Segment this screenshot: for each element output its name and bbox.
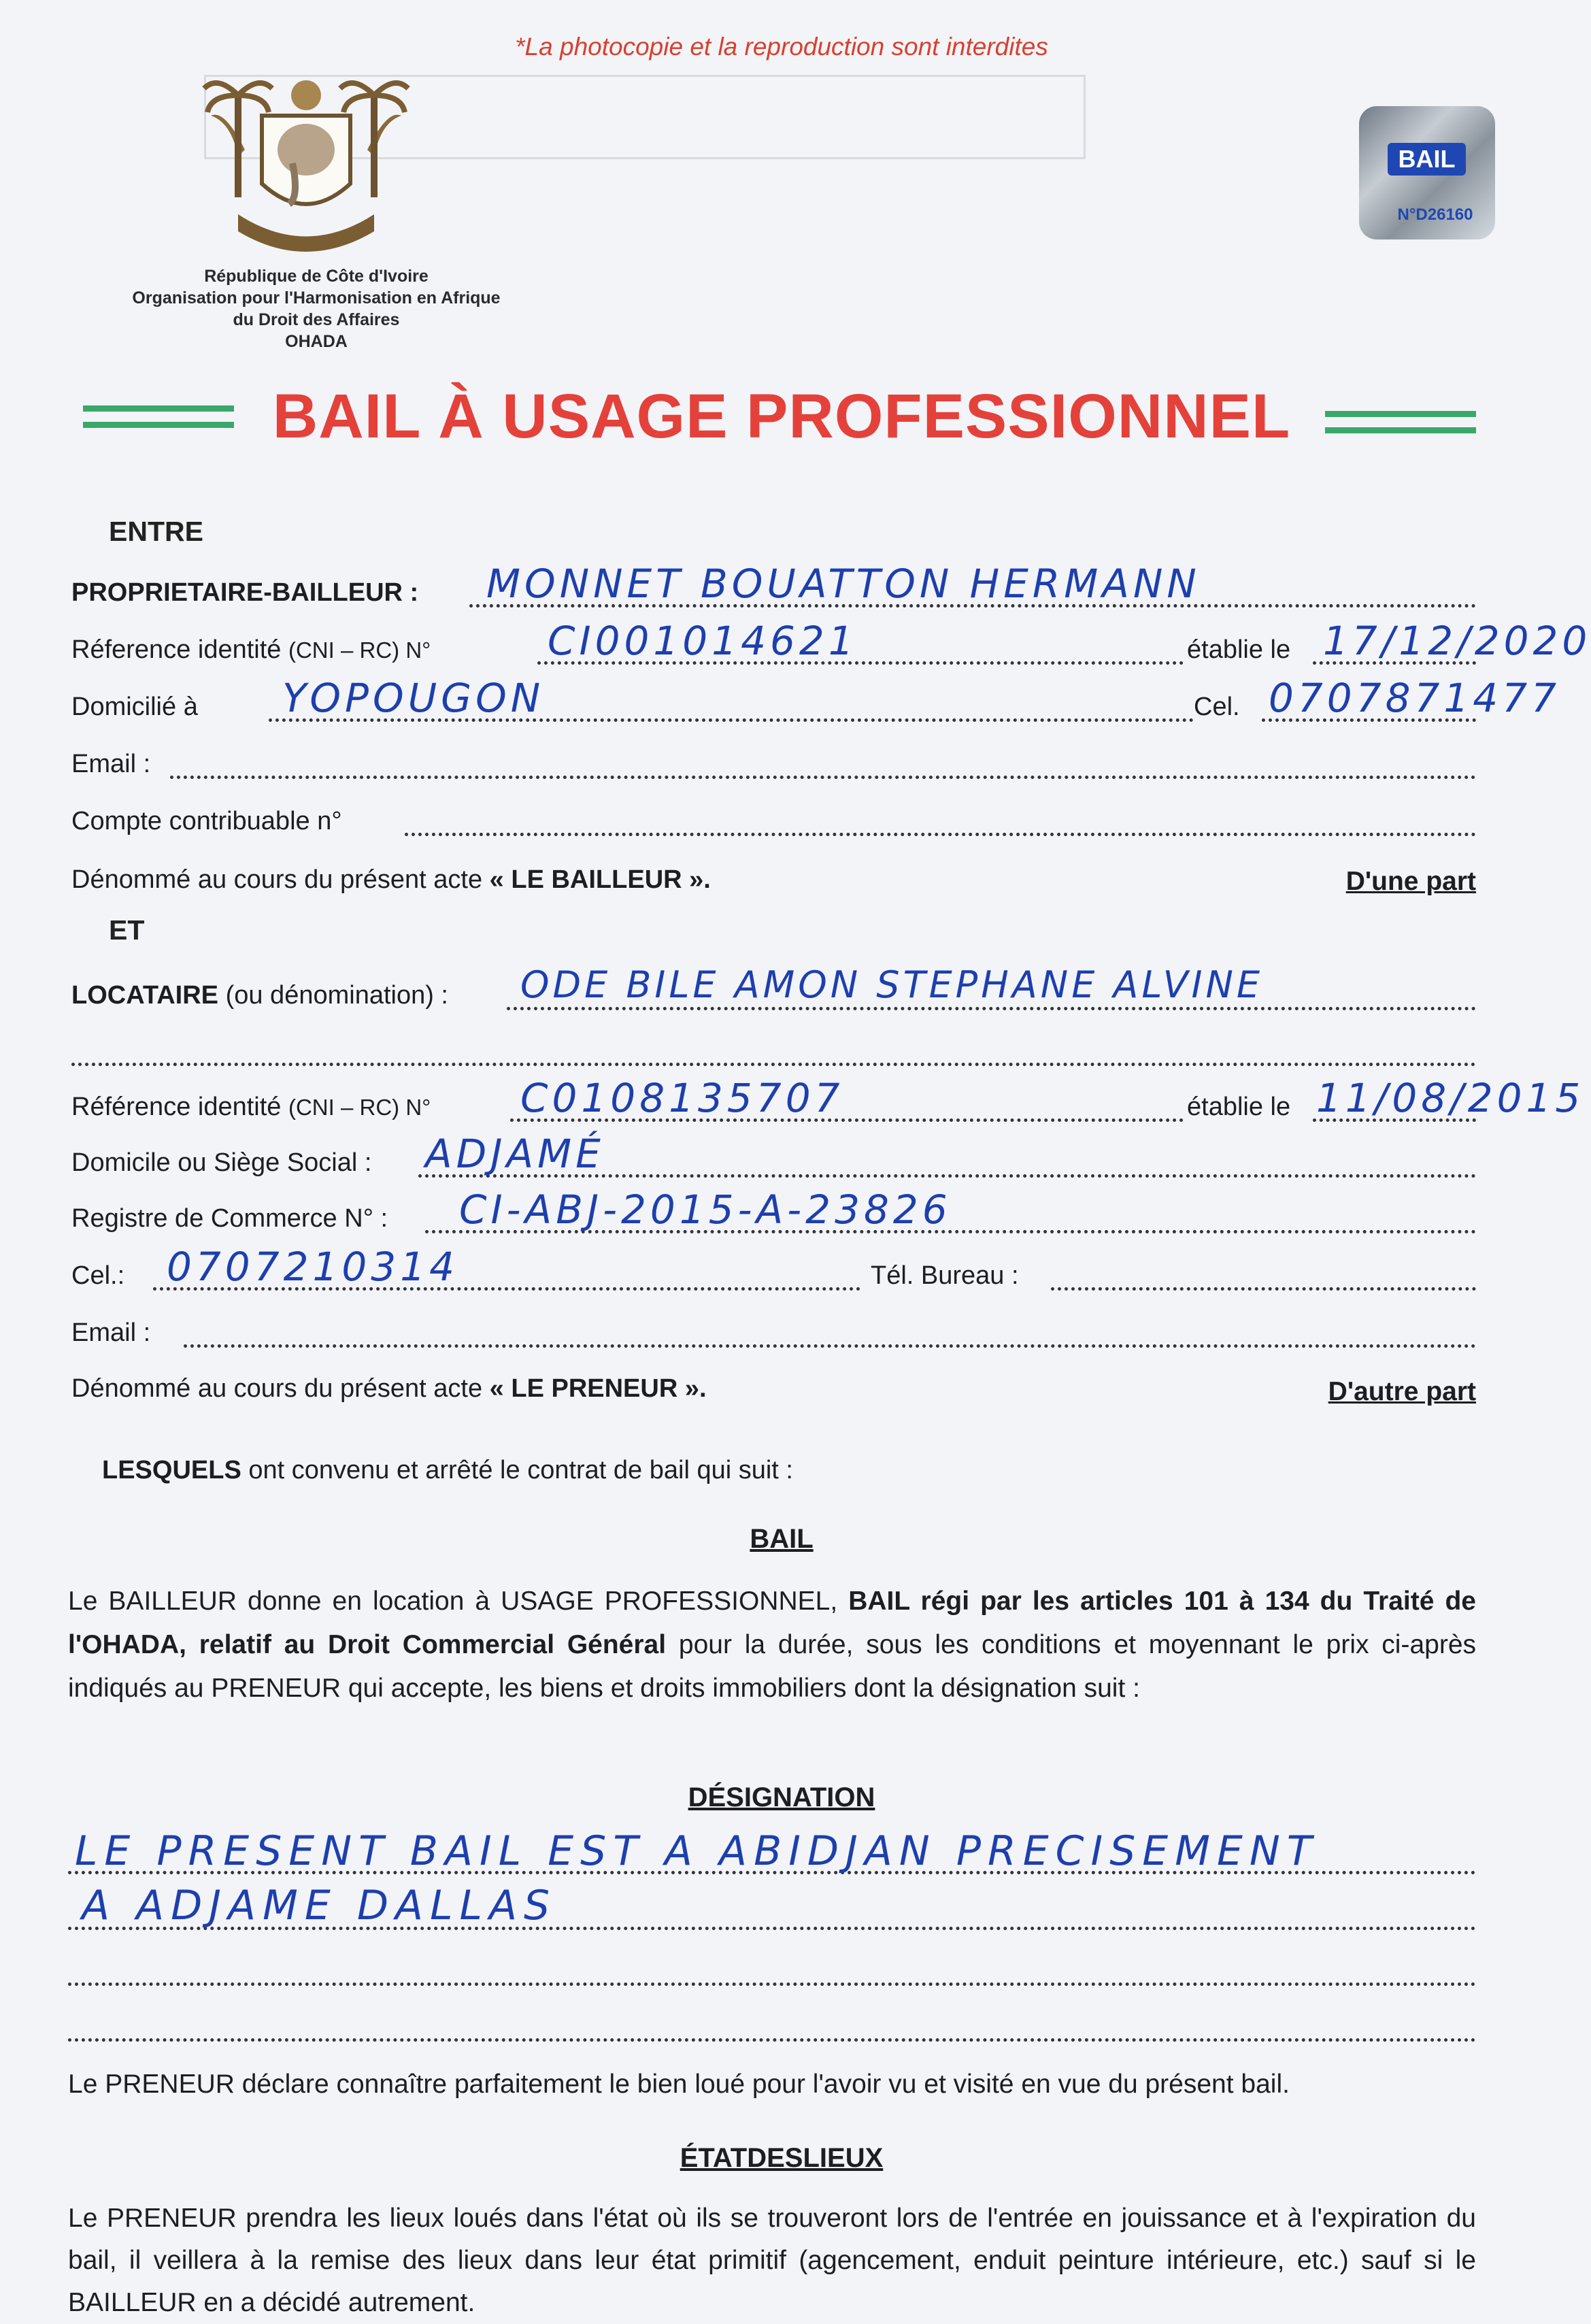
document-title: BAIL À USAGE PROFESSIONNEL [272, 382, 1291, 451]
field-locataire-continued[interactable] [71, 1063, 1476, 1066]
designation-line-3 [68, 1982, 1476, 1986]
designation-heading: DÉSIGNATION [688, 1782, 875, 1812]
label-cel-preneur: Cel.: [71, 1261, 125, 1290]
bail-heading: BAIL [750, 1524, 814, 1554]
lesquels-line: LESQUELS ont convenu et arrêté le contrat de bail qui suit : [102, 1456, 793, 1484]
field-etablie-preneur[interactable]: 11/08/2015 [1316, 1075, 1585, 1121]
row-reference-preneur [71, 1075, 1585, 1127]
field-email-preneur[interactable] [184, 1344, 1476, 1348]
field-locataire[interactable]: ODE BILE AMON STEPHANE ALVINE [520, 963, 1263, 1006]
label-registre-commerce: Registre de Commerce N° : [71, 1204, 388, 1233]
row-cel-preneur [71, 1244, 1476, 1295]
issuer-line-4: OHADA [285, 332, 348, 351]
issuer-line-3: du Droit des Affaires [233, 310, 400, 329]
part-bailleur: D'une part [1345, 867, 1476, 896]
label-reference-preneur: Référence identité (CNI – RC) N° [71, 1093, 431, 1121]
row-denomme-preneur [71, 1365, 1476, 1408]
label-locataire: LOCATAIRE (ou dénomination) : [71, 981, 448, 1010]
issuer-line-1: République de Côte d'Ivoire [204, 267, 429, 286]
row-email-preneur [71, 1309, 1476, 1352]
row-proprietaire [71, 561, 1476, 612]
field-siege-social[interactable]: ADJAMÉ [425, 1131, 605, 1177]
designation-text-1[interactable]: LE PRESENT BAIL EST A ABIDJAN PRECISEMENT [75, 1827, 1319, 1875]
et-heading: ET [109, 914, 145, 946]
coat-of-arms-icon [197, 68, 415, 265]
reproduction-notice: *La photocopie et la reproduction sont interdites [515, 33, 1048, 61]
etat-des-lieux-heading: ÉTATDESLIEUX [680, 2143, 884, 2173]
row-email-bailleur [71, 740, 1476, 784]
declare-line: Le PRENEUR déclare connaître parfaitement le bien loué pour l'avoir vu et visité en vue du présent bail. [68, 2070, 1290, 2099]
row-compte-contribuable [71, 797, 1476, 841]
issuer-line-2: Organisation pour l'Harmonisation en Afrique [132, 288, 501, 308]
designation-text-2[interactable]: A ADJAME DALLAS [82, 1882, 557, 1929]
field-line-locataire [507, 1007, 1476, 1010]
field-etablie-bailleur[interactable]: 17/12/2020 [1323, 618, 1591, 664]
field-compte-contribuable[interactable] [405, 833, 1476, 836]
row-registre-commerce [71, 1186, 1476, 1238]
denomme-preneur: Dénommé au cours du présent acte « LE PRENEUR ». [71, 1374, 707, 1403]
label-tel-bureau: Tél. Bureau : [871, 1261, 1019, 1290]
seal-number: N°D26160 [1397, 205, 1473, 224]
issuer-block [95, 265, 537, 352]
field-registre-commerce[interactable]: CI-ABJ-2015-A-23826 [459, 1186, 952, 1233]
part-preneur: D'autre part [1328, 1377, 1476, 1406]
field-email-bailleur[interactable] [170, 776, 1476, 779]
etat-des-lieux-paragraph: Le PRENEUR prendra les lieux loués dans l'état où ils se trouveront lors de l'entrée en jouissance et à l'expiration du bail, il veillera à la remise des lieux dans leur état primitif (agencement, enduit peinture intérieure, etc.) sauf si le BAILLEUR en a décidé autrement. [68, 2204, 1476, 2317]
label-email-preneur: Email : [71, 1318, 151, 1347]
row-denomme-bailleur [71, 856, 1476, 899]
row-locataire-continued [71, 1027, 1476, 1071]
field-domicile-bailleur[interactable]: YOPOUGON [282, 675, 545, 721]
field-cel-preneur[interactable]: 0707210314 [167, 1244, 459, 1290]
row-reference-bailleur [71, 618, 1591, 669]
label-reference-bailleur: Réference identité (CNI – RC) N° [71, 635, 431, 664]
entre-heading: ENTRE [109, 516, 203, 547]
field-proprietaire[interactable]: MONNET BOUATTON HERMANN [486, 561, 1201, 607]
bail-paragraph: Le BAILLEUR donne en location à USAGE PROFESSIONNEL, BAIL régi par les articles 101 à 134 du Traité de l'OHADA, relatif au Droit Commercial Général pour la durée, sous les conditions et moyennant le prix ci-après indiqués au PRENEUR qui accepte, les biens et droits immobiliers dont la désignation suit : [68, 1587, 1477, 1703]
field-cel-bailleur[interactable]: 0707871477 [1269, 675, 1561, 721]
label-siege-social: Domicile ou Siège Social : [71, 1148, 372, 1177]
designation-block [68, 1827, 1476, 2061]
field-reference-bailleur[interactable]: CI001014621 [548, 618, 858, 664]
label-compte-contribuable: Compte contribuable n° [71, 807, 342, 835]
row-domicile-bailleur [71, 675, 1561, 727]
row-siege-social [71, 1131, 1476, 1182]
label-proprietaire: PROPRIETAIRE-BAILLEUR : [71, 578, 419, 607]
denomme-bailleur: Dénommé au cours du présent acte « LE BAILLEUR ». [71, 865, 711, 894]
label-domicile-bailleur: Domicilié à [71, 693, 198, 721]
field-tel-bureau[interactable] [1051, 1287, 1476, 1291]
designation-line-4 [68, 2038, 1476, 2042]
seal-label: BAIL [1388, 143, 1466, 176]
label-cel-bailleur: Cel. [1194, 693, 1240, 721]
row-locataire [71, 963, 1476, 1015]
label-etablie-bailleur: établie le [1187, 635, 1291, 664]
label-etablie-preneur: établie le [1187, 1093, 1291, 1121]
label-email-bailleur: Email : [71, 750, 151, 778]
field-reference-preneur[interactable]: C0108135707 [520, 1075, 844, 1121]
